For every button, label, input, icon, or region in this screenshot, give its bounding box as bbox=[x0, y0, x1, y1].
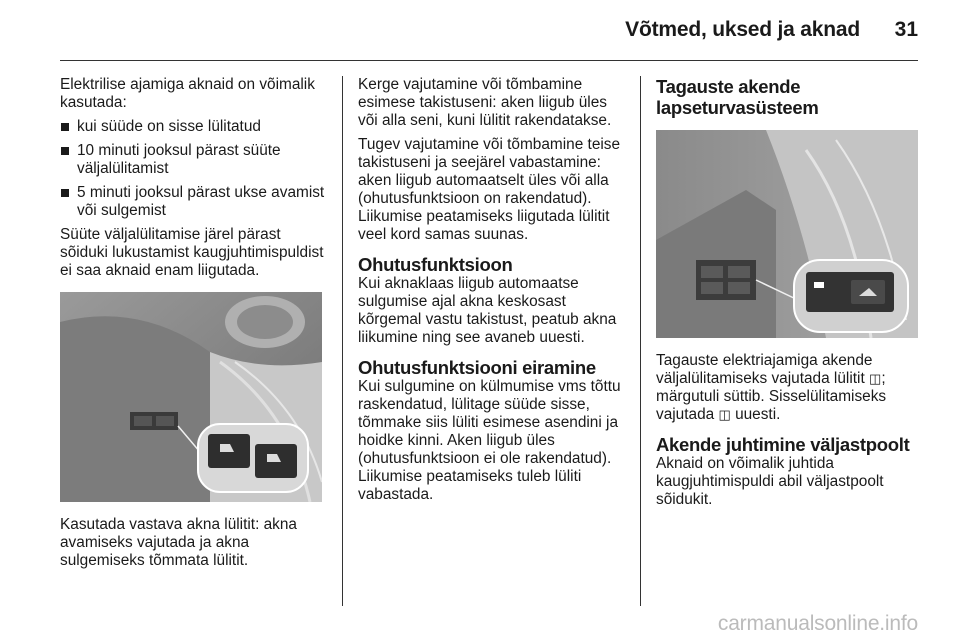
safety-function-paragraph: Kui aknaklaas liigub automaatse sulgumise ajal akna keskosast kõrgemal vastu takistust, peatub akna liikumine ning see avaneb uuesti. bbox=[358, 275, 617, 346]
bullet-icon bbox=[61, 123, 69, 131]
list-item: 10 minuti jooksul pärast süüte väljalülitamist bbox=[60, 142, 330, 178]
strong-press-paragraph: Tugev vajutamine või tõmbamine teise takistuseni ja seejärel vabastamine: aken liigub automaatselt üles või alla (ohutusfunktsioon on rakendatud). Liikumise peatamiseks liigutada lülitit veel kord samas suunas. bbox=[358, 136, 621, 243]
figure-caption: Kasutada vastava akna lülitit: akna avamiseks vajutada ja akna sulgemiseks tõmmata lülitit. bbox=[60, 516, 297, 569]
child-lock-heading: Tagauste akende lapseturvasüsteem bbox=[656, 76, 819, 118]
window-switch-illustration bbox=[60, 292, 322, 502]
list-item: kui süüde on sisse lülitatud bbox=[60, 118, 330, 136]
child-lock-window-icon: ◫ bbox=[718, 407, 731, 422]
window-switch-figure bbox=[60, 292, 322, 502]
child-lock-illustration bbox=[656, 130, 918, 338]
remote-control-paragraph: Aknaid on võimalik juhtida kaugjuhtimispuldi abil väljastpoolt sõidukit. bbox=[656, 455, 884, 508]
page-title: Võtmed, uksed ja aknad bbox=[625, 18, 860, 41]
page-number: 31 bbox=[894, 18, 918, 41]
condition-list bbox=[60, 118, 330, 220]
watermark: carmanualsonline.info bbox=[717, 612, 918, 635]
bullet-icon bbox=[61, 189, 69, 197]
child-lock-figure bbox=[656, 130, 918, 338]
column-divider-2 bbox=[640, 76, 641, 606]
safety-override-heading: Ohutusfunktsiooni eiramine bbox=[358, 357, 596, 378]
remote-control-heading: Akende juhtimine väljastpoolt bbox=[656, 434, 910, 455]
column-divider-1 bbox=[342, 76, 343, 606]
bullet-icon bbox=[61, 147, 69, 155]
safety-function-heading: Ohutusfunktsioon bbox=[358, 254, 513, 275]
list-item: 5 minuti jooksul pärast ukse avamist või sulgemist bbox=[60, 184, 330, 220]
child-lock-paragraph: Tagauste elektriajamiga akende väljalülitamiseks vajutada lülitit ◫; märgutuli süttib. Sisselülitamiseks vajutada ◫ uuesti. bbox=[656, 352, 887, 423]
column-1 bbox=[60, 76, 330, 576]
intro-paragraph: Elektrilise ajamiga aknaid on võimalik kasutada: bbox=[60, 76, 315, 111]
light-press-paragraph: Kerge vajutamine või tõmbamine esimese takistuseni: aken liigub üles või alla seni, kuni lülitit rakendatakse. bbox=[358, 76, 612, 129]
safety-override-paragraph: Kui sulgumine on külmumise vms tõttu raskendatud, lülitage süüde sisse, tõmmake siis lüliti esimese asendini ja hoidke kinni. Aken liigub üles (ohutusfunktsioon ei ole rakendatud). Liikumise peatamiseks tuleb lüliti vabastada. bbox=[358, 378, 621, 503]
lock-paragraph: Süüte väljalülitamise järel pärast sõiduki lukustamist kaugjuhtimispuldist ei saa aknaid enam liigutada. bbox=[60, 226, 324, 279]
header-divider bbox=[60, 60, 918, 61]
column-2 bbox=[358, 76, 626, 510]
child-lock-window-icon: ◫ bbox=[869, 371, 882, 386]
column-3 bbox=[656, 76, 922, 515]
